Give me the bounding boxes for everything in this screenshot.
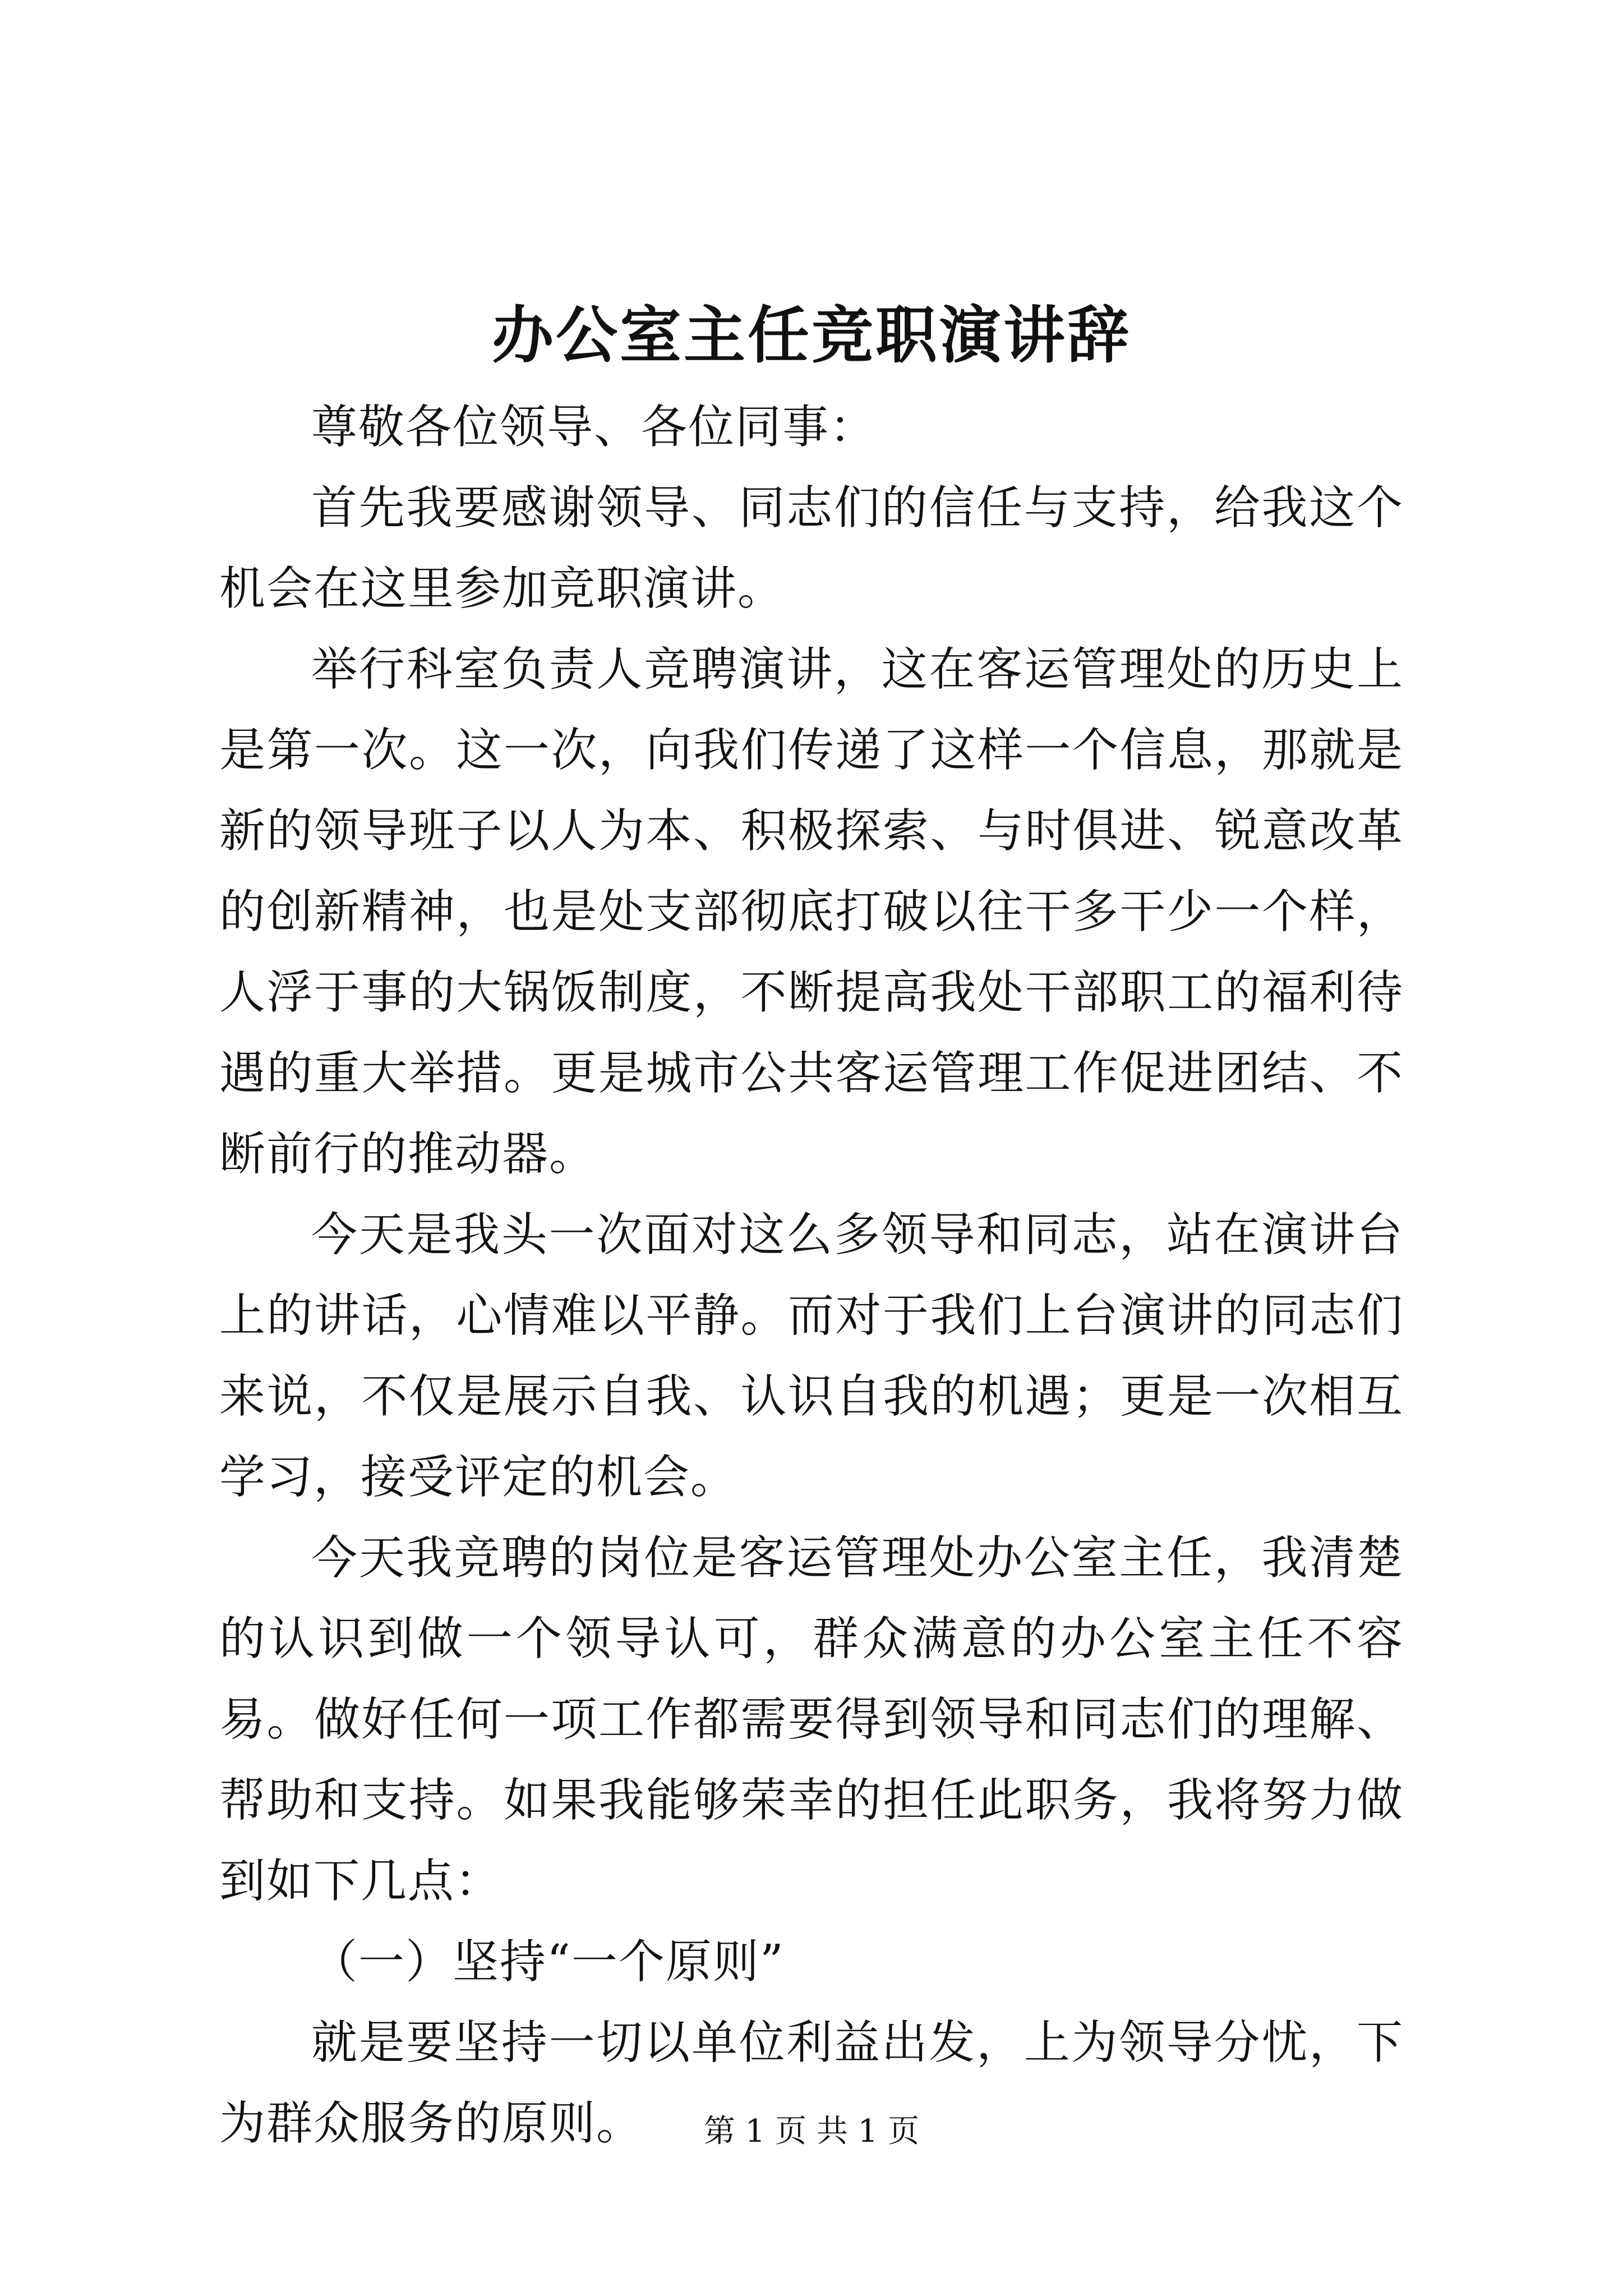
- document-body: [219, 387, 1404, 2164]
- body-paragraph: 今天是我头一次面对这么多领导和同志，站在演讲台上的讲话，心情难以平静。而对于我们上台演讲的同志们来说，不仅是展示自我、认识自我的机遇；更是一次相互学习，接受评定的机会。: [219, 1208, 1404, 1504]
- salutation-paragraph: 尊敬各位领导、各位同事：: [311, 401, 877, 454]
- page-footer: 第 1 页 共 1 页: [703, 2113, 920, 2150]
- section-heading: （一）坚持“一个原则”: [311, 1935, 785, 1989]
- body-paragraph: 就是要坚持一切以单位利益出发，上为领导分忧，下为群众服务的原则。: [219, 2016, 1404, 2150]
- body-paragraph: 举行科室负责人竞聘演讲，这在客运管理处的历史上是第一次。这一次，向我们传递了这样一个信息，那就是新的领导班子以人为本、积极探索、与时俱进、锐意改革的创新精神，也是处支部彻底打破以往干多干少一个样，人浮于事的大锅饭制度，不断提高我处干部职工的福利待遇的重大举措。更是城市公共客运管理工作促进团结、不断前行的推动器。: [219, 643, 1404, 1181]
- body-paragraph: 首先我要感谢领导、同志们的信任与支持，给我这个机会在这里参加竞职演讲。: [219, 481, 1404, 615]
- body-paragraph: 今天我竞聘的岗位是客运管理处办公室主任，我清楚的认识到做一个领导认可，群众满意的办公室主任不容易。做好任何一项工作都需要得到领导和同志们的理解、帮助和支持。如果我能够荣幸的担任此职务，我将努力做到如下几点：: [219, 1531, 1404, 1908]
- document-title: 办公室主任竞职演讲辞: [492, 299, 1131, 371]
